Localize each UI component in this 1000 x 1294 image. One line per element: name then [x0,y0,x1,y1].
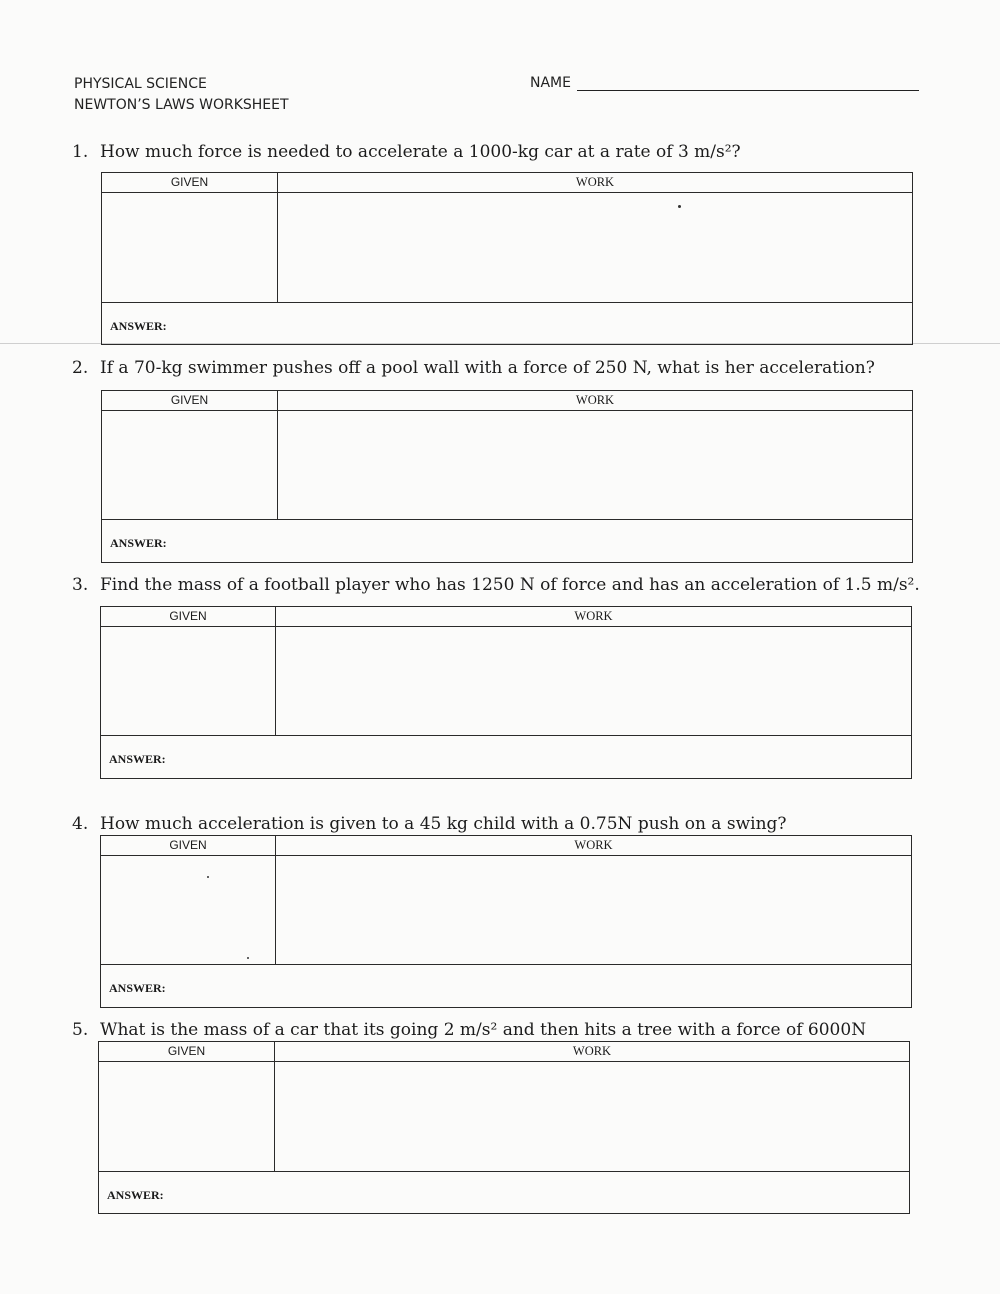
answer-divider [102,519,912,520]
given-header: GIVEN [169,609,207,623]
column-divider [277,391,278,520]
given-header: GIVEN [170,175,209,189]
column-divider [275,607,276,736]
name-label: NAME [530,75,571,91]
answer-label: ANSWER: [110,319,167,333]
question-number: 2. [72,358,89,378]
subject-label: PHYSICAL SCIENCE [74,76,207,92]
column-divider [275,836,276,965]
work-header: WORK [574,609,613,623]
answer-table-5 [98,1041,910,1214]
column-divider [274,1042,275,1172]
work-header: WORK [575,393,615,407]
question-number: 3. [72,575,89,595]
worksheet-title: NEWTON’S LAWS WORKSHEET [74,97,289,113]
answer-divider [99,1171,909,1172]
question-3 [72,575,920,595]
work-header: WORK [572,1044,612,1058]
answer-label: ANSWER: [107,1188,164,1202]
question-number: 4. [72,814,89,834]
answer-table-4 [100,835,912,1008]
answer-table-2 [101,390,913,563]
question-2 [72,358,875,378]
scan-speck [247,957,249,959]
answer-label: ANSWER: [109,981,166,995]
question-text: Find the mass of a football player who has 1250 N of force and has an acceleration of 1.5 m/s². [100,575,920,595]
scan-speck [207,876,209,878]
question-text: How much force is needed to accelerate a 1000-kg car at a rate of 3 m/s²? [100,142,741,162]
column-divider [277,173,278,303]
answer-label: ANSWER: [110,536,167,550]
scan-speck [678,205,681,208]
name-field[interactable] [530,74,919,91]
question-number: 1. [72,142,89,162]
question-text: If a 70-kg swimmer pushes off a pool wall with a force of 250 N, what is her acceleration? [100,358,875,378]
answer-divider [101,964,911,965]
given-header: GIVEN [167,1044,206,1058]
given-header: GIVEN [170,393,209,407]
question-4 [72,814,787,834]
question-text: How much acceleration is given to a 45 kg child with a 0.75N push on a swing? [100,814,787,834]
worksheet-header [74,74,289,116]
name-blank-line[interactable] [577,74,919,91]
given-header: GIVEN [169,838,207,852]
question-text: What is the mass of a car that its going 2 m/s² and then hits a tree with a force of 6000N [100,1020,867,1040]
answer-divider [101,735,911,736]
work-header: WORK [575,175,615,189]
answer-divider [102,302,912,303]
work-header: WORK [574,838,613,852]
question-5 [72,1020,866,1040]
answer-table-3 [100,606,912,779]
question-number: 5. [72,1020,89,1040]
answer-label: ANSWER: [109,752,166,766]
question-1 [72,142,741,162]
answer-table-1 [101,172,913,345]
